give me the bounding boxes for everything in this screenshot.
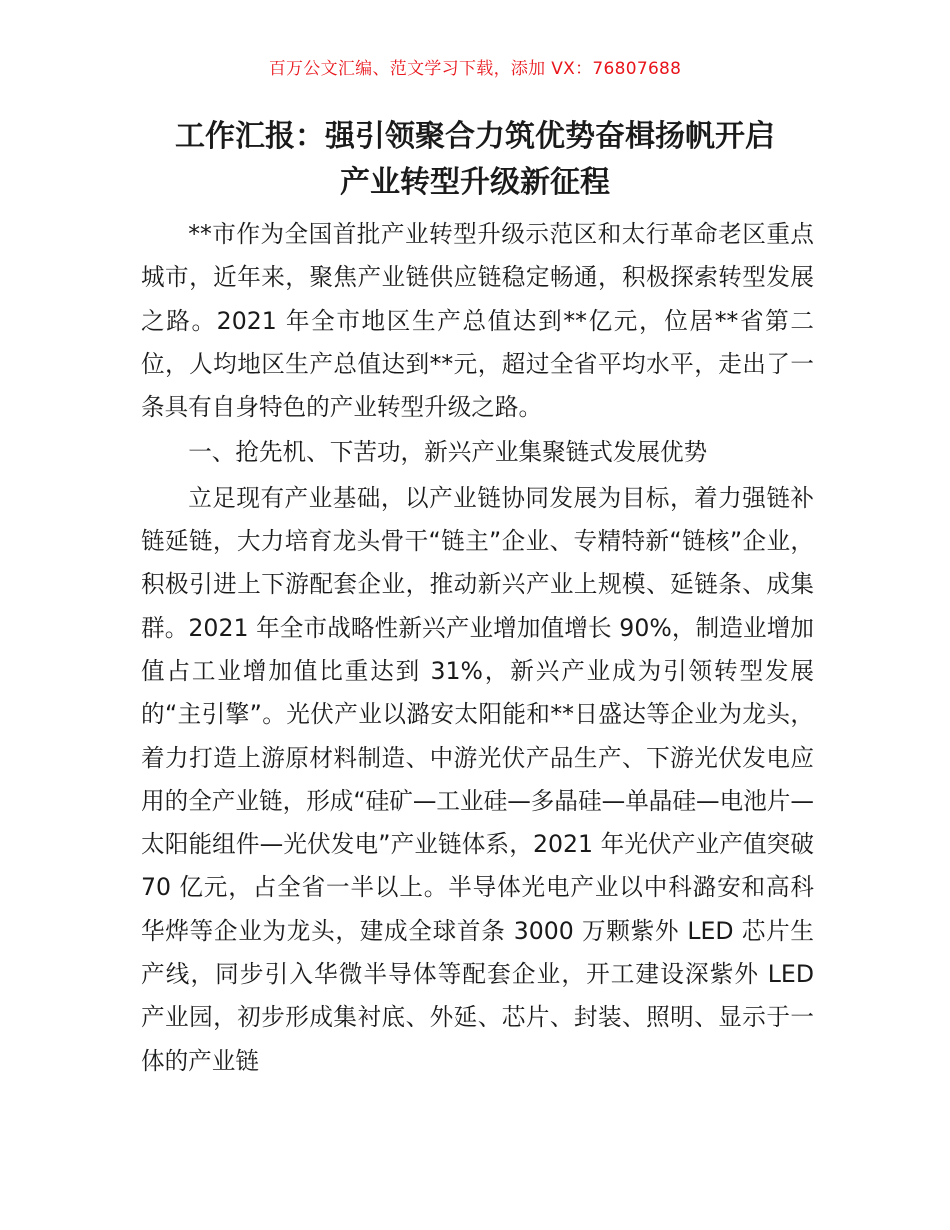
document-title — [120, 114, 830, 206]
intro-paragraph: **市作为全国首批产业转型升级示范区和太行革命老区重点城市，近年来，聚焦产业链供应链稳定畅通，积极探索转型发展之路。2021 年全市地区生产总值达到**亿元，位居**省第二位，人均地区生产总值达到**元，超过全省平均水平，走出了一条具有自身特色的产业转型升级之路。 — [141, 220, 814, 422]
header-watermark-note: 百万公文汇编、范文学习下载，添加 VX：76807688 — [268, 59, 682, 79]
title-line-2: 产业转型升级新征程 — [340, 165, 610, 200]
document-body — [141, 213, 814, 1083]
title-line-1: 工作汇报：强引领聚合力筑优势奋楫扬帆开启 — [175, 119, 775, 154]
section-1-paragraph: 立足现有产业基础，以产业链协同发展为目标，着力强链补链延链，大力培育龙头骨干“链主”企业、专精特新“链核”企业，积极引进上下游配套企业，推动新兴产业上规模、延链条、成集群。2021 年全市战略性新兴产业增加值增长 90%，制造业增加值占工业增加值比重达到 31%，新兴产业成为引领转型发展的“主引擎”。光伏产业以潞安太阳能和**日盛达等企业为龙头，着力打造上游原材料制造、中游光伏产品生产、下游光伏发电应用的全产业链，形成“硅矿—工业硅—多晶硅—单晶硅—电池片—太阳能组件—光伏发电”产业链体系，2021 年光伏产业产值突破 70 亿元，占全省一半以上。半导体光电产业以中科潞安和高科华烨等企业为龙头，建成全球首条 3000 万颗紫外 LED 芯片生产线，同步引入华微半导体等配套企业，开工建设深紫外 LED 产业园，初步形成集衬底、外延、芯片、封装、照明、显示于一体的产业链 — [141, 483, 814, 1075]
section-heading-1: 一、抢先机、下苦功，新兴产业集聚链式发展优势 — [188, 438, 708, 467]
